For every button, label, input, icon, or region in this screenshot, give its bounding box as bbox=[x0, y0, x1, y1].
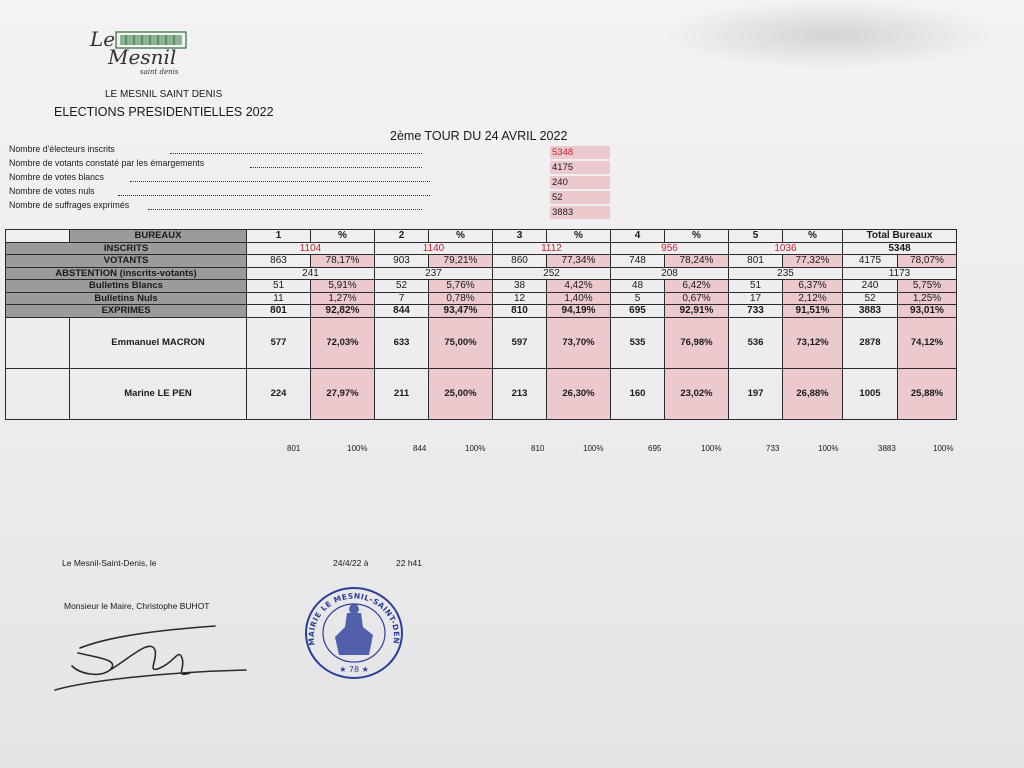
table-cell: 23,02% bbox=[665, 368, 729, 419]
row-inscrits bbox=[6, 242, 957, 255]
header-total: Total Bureaux bbox=[843, 230, 957, 243]
table-cell: 11 bbox=[247, 292, 311, 305]
footer-count: 733 bbox=[766, 444, 780, 453]
table-cell: 5,76% bbox=[429, 280, 493, 293]
row-label-exprimes: EXPRIMES bbox=[6, 305, 247, 318]
table-cell: 160 bbox=[611, 368, 665, 419]
table-cell: 956 bbox=[611, 242, 729, 255]
table-cell-total: 5348 bbox=[843, 242, 957, 255]
handwritten-signature-icon bbox=[50, 618, 250, 698]
table-cell: 5,91% bbox=[311, 280, 375, 293]
row-label-votants: VOTANTS bbox=[6, 255, 247, 268]
table-cell: 733 bbox=[729, 305, 783, 318]
table-cell: 94,19% bbox=[547, 305, 611, 318]
table-cell: 79,21% bbox=[429, 255, 493, 268]
svg-text:saint denis: saint denis bbox=[140, 68, 179, 76]
table-cell: 235 bbox=[729, 267, 843, 280]
table-cell: 25,00% bbox=[429, 368, 493, 419]
footer-pct: 100% bbox=[701, 444, 722, 453]
table-cell: 73,70% bbox=[547, 317, 611, 368]
table-cell-total: 74,12% bbox=[898, 317, 957, 368]
table-cell: 6,42% bbox=[665, 280, 729, 293]
svg-text:★ 78 ★: ★ 78 ★ bbox=[339, 665, 369, 674]
header-bureau-5: 5 bbox=[729, 230, 783, 243]
table-cell: 51 bbox=[729, 280, 783, 293]
summary-value-exprimes: 3883 bbox=[550, 206, 610, 219]
mairie-seal-icon bbox=[303, 585, 405, 681]
table-cell: 77,32% bbox=[783, 255, 843, 268]
summary-value-votants: 4175 bbox=[550, 161, 610, 174]
signature-date: 24/4/22 à bbox=[333, 558, 369, 568]
header-pct: % bbox=[311, 230, 375, 243]
dotted-leader bbox=[250, 167, 422, 168]
table-cell: 577 bbox=[247, 317, 311, 368]
summary-label-exprimes: Nombre de suffrages exprimés bbox=[9, 200, 130, 210]
row-label-nuls: Bulletins Nuls bbox=[6, 292, 247, 305]
signature-time: 22 h41 bbox=[396, 558, 422, 568]
table-cell: 51 bbox=[247, 280, 311, 293]
row-nuls bbox=[6, 292, 957, 305]
paper-shadow bbox=[660, 0, 1000, 70]
dotted-leader bbox=[148, 209, 422, 210]
dotted-leader bbox=[130, 181, 430, 182]
table-cell: 241 bbox=[247, 267, 375, 280]
table-cell-total: 78,07% bbox=[898, 255, 957, 268]
table-cell: 26,88% bbox=[783, 368, 843, 419]
table-cell: 1104 bbox=[247, 242, 375, 255]
table-cell-total: 1,25% bbox=[898, 292, 957, 305]
summary-value-inscrits: 5348 bbox=[550, 146, 610, 159]
table-cell: 1,40% bbox=[547, 292, 611, 305]
header-pct: % bbox=[429, 230, 493, 243]
table-cell: 93,47% bbox=[429, 305, 493, 318]
table-cell: 213 bbox=[493, 368, 547, 419]
round-title: 2ème TOUR DU 24 AVRIL 2022 bbox=[390, 129, 568, 143]
dotted-leader bbox=[118, 195, 430, 196]
table-cell: 73,12% bbox=[783, 317, 843, 368]
table-cell: 6,37% bbox=[783, 280, 843, 293]
table-cell: 92,91% bbox=[665, 305, 729, 318]
footer-pct: 100% bbox=[347, 444, 368, 453]
header-pct: % bbox=[783, 230, 843, 243]
table-cell: 1112 bbox=[493, 242, 611, 255]
footer-count: 3883 bbox=[878, 444, 896, 453]
table-cell: 863 bbox=[247, 255, 311, 268]
table-cell: 91,51% bbox=[783, 305, 843, 318]
row-label-inscrits: INSCRITS bbox=[6, 242, 247, 255]
table-cell-total: 4175 bbox=[843, 255, 898, 268]
summary-label-votants: Nombre de votants constaté par les émargements bbox=[9, 158, 205, 168]
svg-text:Le: Le bbox=[90, 27, 116, 51]
summary-label-inscrits: Nombre d'électeurs inscrits bbox=[9, 144, 115, 154]
table-cell: 844 bbox=[375, 305, 429, 318]
table-cell: 72,03% bbox=[311, 317, 375, 368]
table-cell: 77,34% bbox=[547, 255, 611, 268]
table-cell: 7 bbox=[375, 292, 429, 305]
table-cell-total: 1005 bbox=[843, 368, 898, 419]
row-candidate-macron bbox=[6, 317, 957, 368]
row-label-abstention: ABSTENTION (inscrits-votants) bbox=[6, 267, 247, 280]
results-table bbox=[5, 229, 957, 420]
table-cell: 597 bbox=[493, 317, 547, 368]
table-cell: 52 bbox=[375, 280, 429, 293]
election-title: ELECTIONS PRESIDENTIELLES 2022 bbox=[54, 105, 274, 119]
table-header-row bbox=[6, 230, 957, 243]
table-cell: 211 bbox=[375, 368, 429, 419]
svg-text:MAIRIE LE MESNIL-SAINT-DENIS: MAIRIE LE MESNIL-SAINT-DEN bbox=[306, 591, 402, 646]
row-exprimes bbox=[6, 305, 957, 318]
header-bureaux: BUREAUX bbox=[70, 230, 247, 243]
table-cell: 1036 bbox=[729, 242, 843, 255]
table-cell-total: 1173 bbox=[843, 267, 957, 280]
table-cell: 92,82% bbox=[311, 305, 375, 318]
row-candidate-le-pen bbox=[6, 368, 957, 419]
table-cell-total: 240 bbox=[843, 280, 898, 293]
table-cell: 695 bbox=[611, 305, 665, 318]
table-cell: 810 bbox=[493, 305, 547, 318]
table-cell: 535 bbox=[611, 317, 665, 368]
table-cell: 801 bbox=[247, 305, 311, 318]
table-cell: 4,42% bbox=[547, 280, 611, 293]
table-cell-total: 2878 bbox=[843, 317, 898, 368]
header-bureau-4: 4 bbox=[611, 230, 665, 243]
footer-count: 695 bbox=[648, 444, 662, 453]
table-cell: 76,98% bbox=[665, 317, 729, 368]
table-cell: 252 bbox=[493, 267, 611, 280]
table-cell: 1,27% bbox=[311, 292, 375, 305]
candidate-name: Emmanuel MACRON bbox=[70, 317, 247, 368]
header-bureau-1: 1 bbox=[247, 230, 311, 243]
footer-pct: 100% bbox=[465, 444, 486, 453]
table-cell: 1140 bbox=[375, 242, 493, 255]
summary-label-blancs: Nombre de votes blancs bbox=[9, 172, 104, 182]
table-cell-total: 25,88% bbox=[898, 368, 957, 419]
table-cell-total: 52 bbox=[843, 292, 898, 305]
table-cell: 633 bbox=[375, 317, 429, 368]
table-cell: 27,97% bbox=[311, 368, 375, 419]
table-cell: 2,12% bbox=[783, 292, 843, 305]
table-cell: 801 bbox=[729, 255, 783, 268]
row-blancs bbox=[6, 280, 957, 293]
footer-count: 801 bbox=[287, 444, 301, 453]
footer-count: 844 bbox=[413, 444, 427, 453]
candidate-name: Marine LE PEN bbox=[70, 368, 247, 419]
table-cell-total: 3883 bbox=[843, 305, 898, 318]
row-votants bbox=[6, 255, 957, 268]
table-cell: 197 bbox=[729, 368, 783, 419]
table-cell: 224 bbox=[247, 368, 311, 419]
table-cell: 12 bbox=[493, 292, 547, 305]
signature-place: Le Mesnil-Saint-Denis, le bbox=[62, 558, 157, 568]
table-cell-total: 93,01% bbox=[898, 305, 957, 318]
footer-pct: 100% bbox=[933, 444, 954, 453]
footer-count: 810 bbox=[531, 444, 545, 453]
table-cell: 48 bbox=[611, 280, 665, 293]
mayor-name: Monsieur le Maire, Christophe BUHOT bbox=[64, 601, 210, 611]
table-cell: 903 bbox=[375, 255, 429, 268]
header-bureau-2: 2 bbox=[375, 230, 429, 243]
table-cell: 748 bbox=[611, 255, 665, 268]
row-abstention bbox=[6, 267, 957, 280]
summary-label-nuls: Nombre de votes nuls bbox=[9, 186, 95, 196]
table-cell: 237 bbox=[375, 267, 493, 280]
city-name: LE MESNIL SAINT DENIS bbox=[105, 89, 223, 100]
footer-pct: 100% bbox=[583, 444, 604, 453]
svg-text:Mesnil: Mesnil bbox=[108, 45, 177, 69]
table-cell: 38 bbox=[493, 280, 547, 293]
row-label-blancs: Bulletins Blancs bbox=[6, 280, 247, 293]
table-cell: 75,00% bbox=[429, 317, 493, 368]
table-cell: 536 bbox=[729, 317, 783, 368]
dotted-leader bbox=[170, 153, 422, 154]
table-cell: 5 bbox=[611, 292, 665, 305]
table-cell: 17 bbox=[729, 292, 783, 305]
table-cell: 78,24% bbox=[665, 255, 729, 268]
summary-value-nuls: 52 bbox=[550, 191, 610, 204]
header-pct: % bbox=[665, 230, 729, 243]
summary-value-blancs: 240 bbox=[550, 176, 610, 189]
table-cell-total: 5,75% bbox=[898, 280, 957, 293]
footer-pct: 100% bbox=[818, 444, 839, 453]
town-logo-icon bbox=[88, 24, 203, 76]
header-pct: % bbox=[547, 230, 611, 243]
table-cell: 860 bbox=[493, 255, 547, 268]
table-cell: 208 bbox=[611, 267, 729, 280]
table-cell: 0,78% bbox=[429, 292, 493, 305]
table-cell: 26,30% bbox=[547, 368, 611, 419]
header-bureau-3: 3 bbox=[493, 230, 547, 243]
table-cell: 0,67% bbox=[665, 292, 729, 305]
table-cell: 78,17% bbox=[311, 255, 375, 268]
